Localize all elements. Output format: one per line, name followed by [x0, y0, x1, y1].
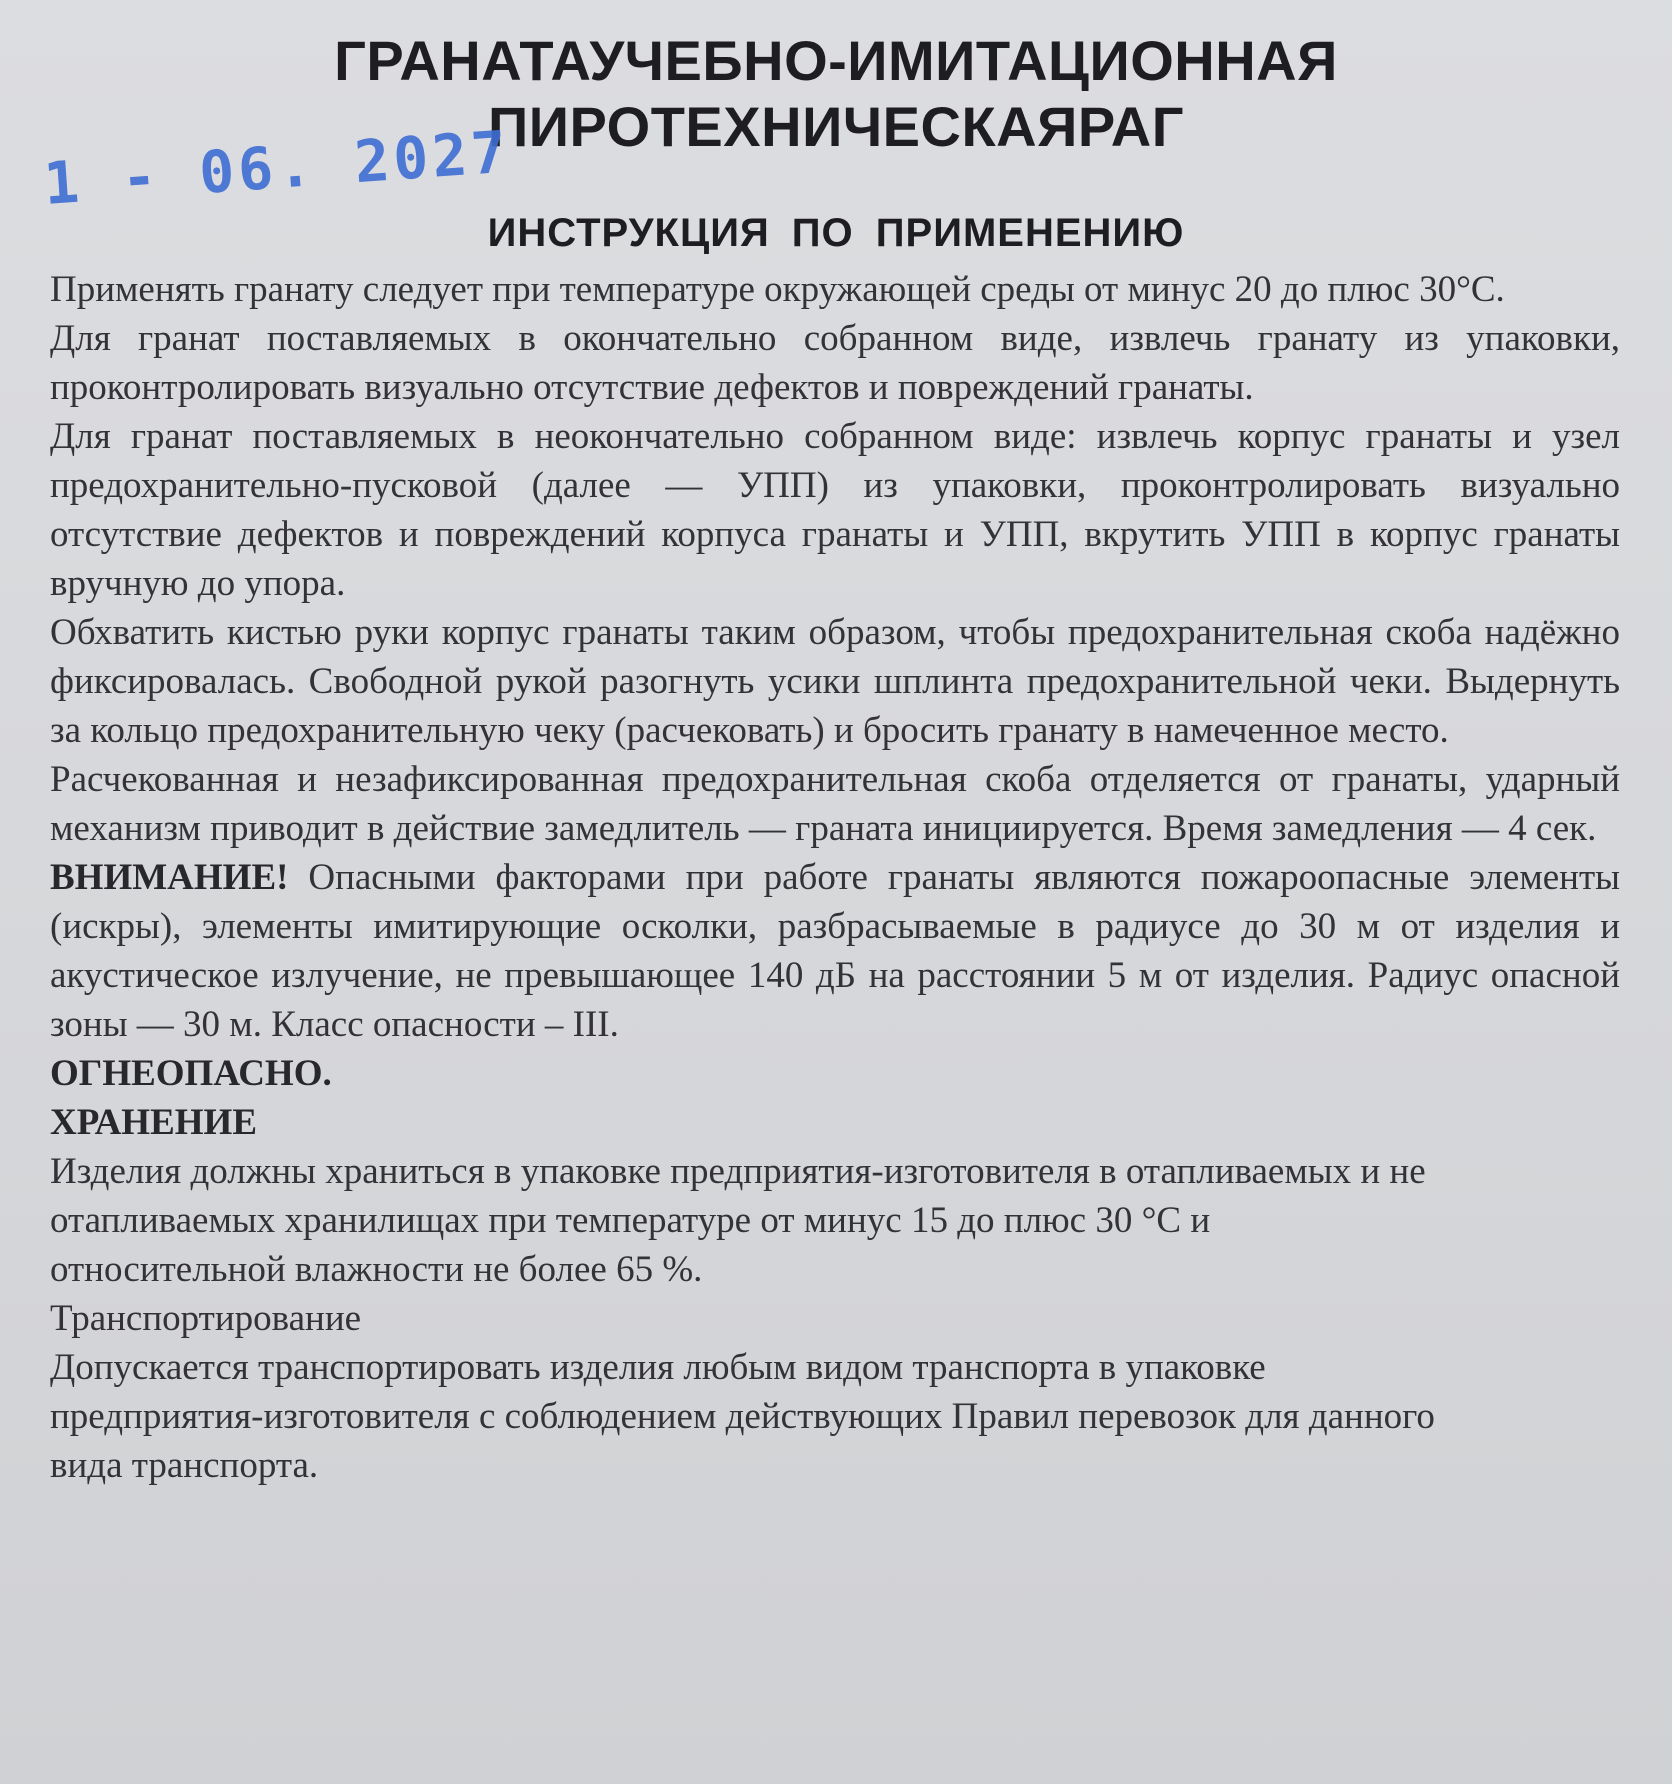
paragraph-temperature: Применять гранату следует при температуре окружающей среды от минус 20 до плюс 30°С.: [50, 269, 1505, 310]
paragraph-throwing: Обхватить кистью руки корпус гранаты таким образом, чтобы предохранительная скоба надёжно фиксировалась. Свободной рукой разогнуть усики шплинта предохранительной чеки. Выдернуть за кольцо предохранительную чеку (расчековать) и бросить гранату в намеченное место.: [50, 612, 1620, 751]
section-title: ИНСТРУКЦИЯ ПО ПРИМЕНЕНИЮ: [487, 211, 1185, 255]
fire-hazard-label: ОГНЕОПАСНО.: [50, 1053, 332, 1094]
transport-text: [50, 1343, 1620, 1490]
date-stamp: 1 - 06. 2027: [41, 117, 513, 218]
title-line-2: ПИРОТЕХНИЧЕСКАЯРАГ: [488, 95, 1184, 158]
storage-line-1: Изделия должны храниться в упаковке предприятия-изготовителя в отапливаемых и не: [50, 1151, 1426, 1192]
storage-heading: ХРАНЕНИЕ: [50, 1102, 258, 1143]
transport-line-2: предприятия-изготовителя с соблюдением действующих Правил перевозок для данного: [50, 1396, 1435, 1437]
transport-heading: Транспортирование: [50, 1298, 362, 1339]
warning-label: ВНИМАНИЕ!: [50, 857, 289, 898]
storage-text: [50, 1147, 1620, 1294]
transport-line-3: вида транспорта.: [50, 1445, 319, 1486]
instruction-body: [50, 265, 1620, 1490]
warning-text: Опасными факторами при работе гранаты являются пожароопасные элементы (искры), элементы имитирующие осколки, разбрасываемые в радиусе до 30 м от изделия и акустическое излучение, не превышающее 140 дБ на расстоянии 5 м от изделия. Радиус опасной зоны — 30 м. Класс опасности – III.: [50, 857, 1620, 1045]
storage-line-2: отапливаемых хранилищах при температуре от минус 15 до плюс 30 °С и: [50, 1200, 1211, 1241]
paragraph-warning: [50, 853, 1620, 1049]
transport-line-1: Допускается транспортировать изделия любым видом транспорта в упаковке: [50, 1347, 1266, 1388]
paragraph-unassembled: Для гранат поставляемых в неокончательно собранном виде: извлечь корпус гранаты и узел предохранительно-пусковой (далее — УПП) из упаковки, проконтролировать визуально отсутствие дефектов и повреждений корпуса гранаты и УПП, вкрутить УПП в корпус гранаты вручную до упора.: [50, 416, 1620, 604]
paragraph-assembled: Для гранат поставляемых в окончательно собранном виде, извлечь гранату из упаковки, проконтролировать визуально отсутствие дефектов и повреждений гранаты.: [50, 318, 1620, 408]
title-line-1: ГРАНАТАУЧЕБНО-ИМИТАЦИОННАЯ: [334, 29, 1338, 92]
paragraph-initiation: Расчекованная и незафиксированная предохранительная скоба отделяется от гранаты, ударный механизм приводит в действие замедлитель — граната инициируется. Время замедления — 4 сек.: [50, 759, 1620, 849]
storage-line-3: относительной влажности не более 65 %.: [50, 1249, 703, 1290]
